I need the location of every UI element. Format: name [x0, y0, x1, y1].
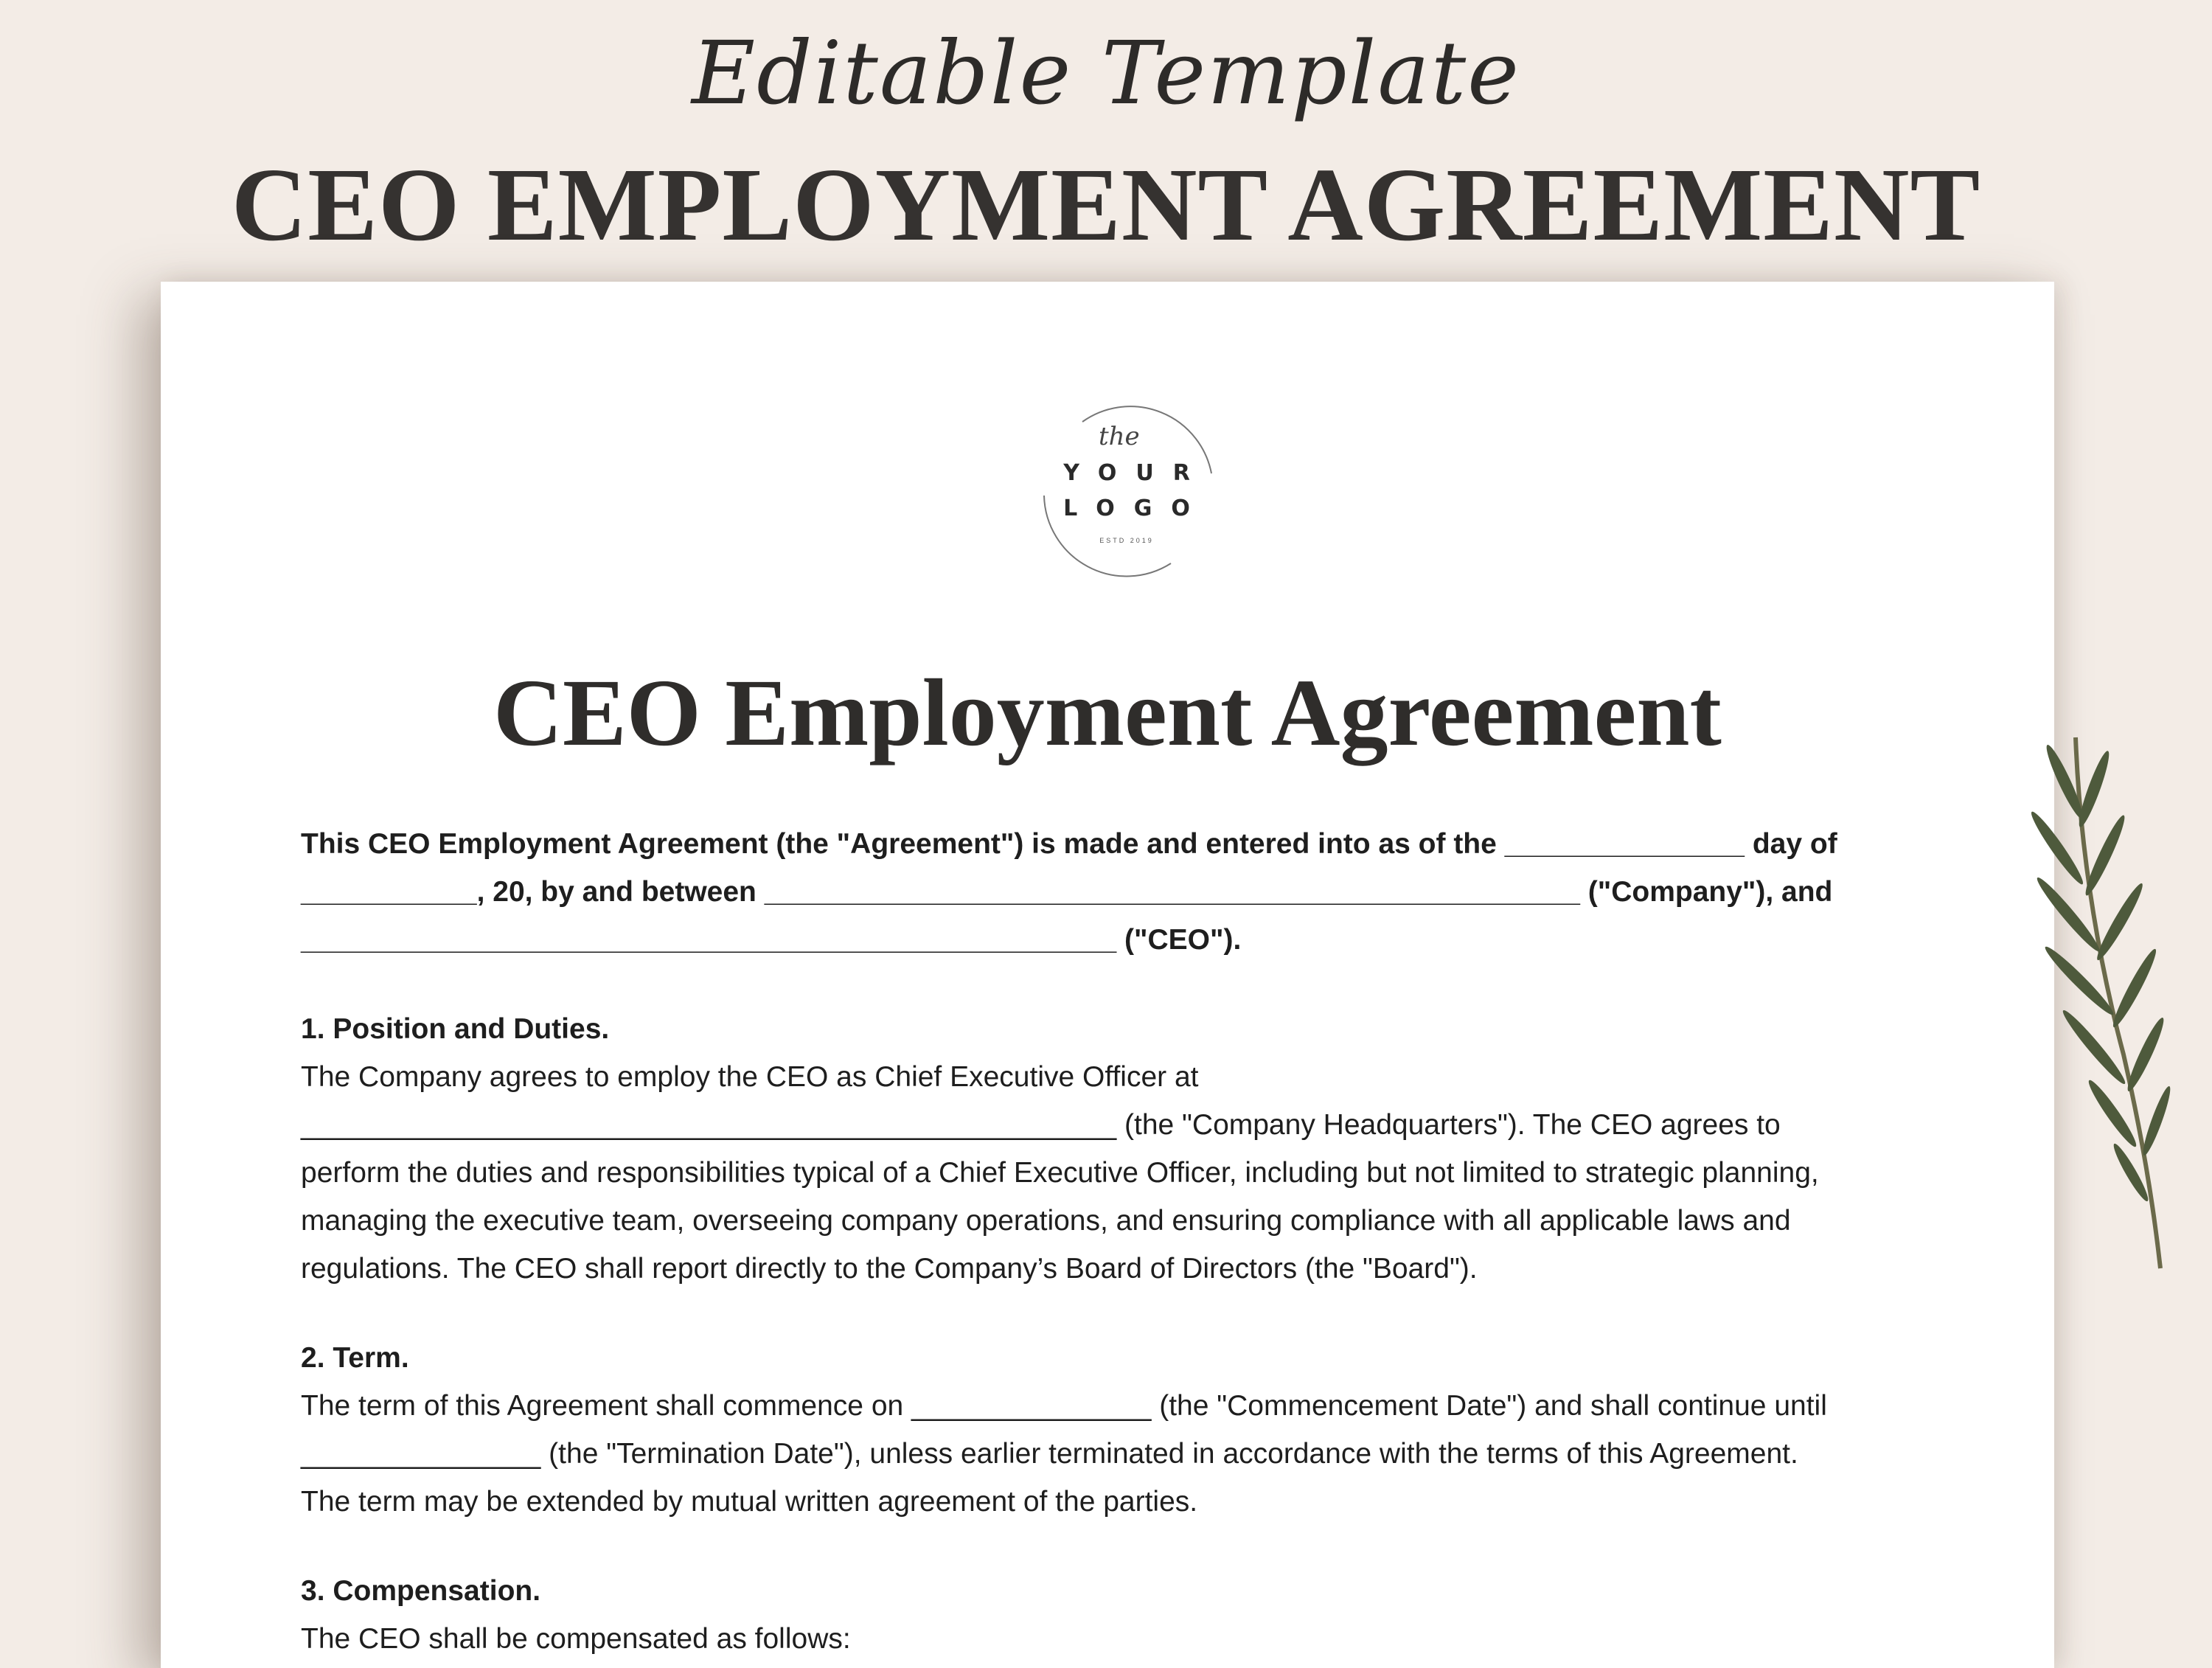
document-title: CEO Employment Agreement: [493, 660, 1722, 766]
rosemary-sprig-icon: [2006, 723, 2183, 1283]
intro-line: ___________________________________________________ ("CEO").: [301, 924, 1242, 956]
logo-estd: ESTD 2019: [1099, 537, 1154, 544]
logo-the-text: the: [1099, 422, 1140, 451]
logo-line-1: YOUR: [1063, 460, 1209, 486]
logo-ring-icon: [1031, 392, 1222, 584]
document-page: [161, 282, 2054, 1668]
logo-line-2: LOGO: [1063, 496, 1209, 521]
document-body: [301, 820, 1989, 1663]
intro-line: ___________, 20, by and between ___________________________________________________ ("Company"), and: [301, 876, 1833, 908]
banner-title: CEO EMPLOYMENT AGREEMENT: [231, 146, 1981, 263]
section-line: The CEO shall be compensated as follows:: [301, 1623, 851, 1655]
section-heading-position: 1. Position and Duties.: [301, 1013, 610, 1045]
section-line: regulations. The CEO shall report directly to the Company’s Board of Directors (the "Board").: [301, 1253, 1478, 1285]
section-heading-term: 2. Term.: [301, 1342, 409, 1374]
section-line: managing the executive team, overseeing company operations, and ensuring compliance with all applicable laws and: [301, 1205, 1791, 1237]
logo: [1031, 392, 1222, 584]
section-line: The term may be extended by mutual written agreement of the parties.: [301, 1486, 1198, 1518]
section-line: ___________________________________________________ (the "Company Headquarters"). The CEO agrees to: [301, 1109, 1781, 1141]
section-line: The term of this Agreement shall commence on _______________ (the "Commencement Date") and shall continue until: [301, 1390, 1827, 1422]
section-line: _______________ (the "Termination Date"), unless earlier terminated in accordance with the terms of this Agreement.: [301, 1438, 1798, 1470]
section-line: The Company agrees to employ the CEO as Chief Executive Officer at: [301, 1061, 1199, 1093]
intro-line: This CEO Employment Agreement (the "Agreement") is made and entered into as of the _______________ day of: [301, 828, 1837, 860]
section-line: perform the duties and responsibilities typical of a Chief Executive Officer, including but not limited to strategic planning,: [301, 1157, 1819, 1189]
section-heading-compensation: 3. Compensation.: [301, 1575, 541, 1607]
banner-script-title: Editable Template: [692, 22, 1520, 124]
